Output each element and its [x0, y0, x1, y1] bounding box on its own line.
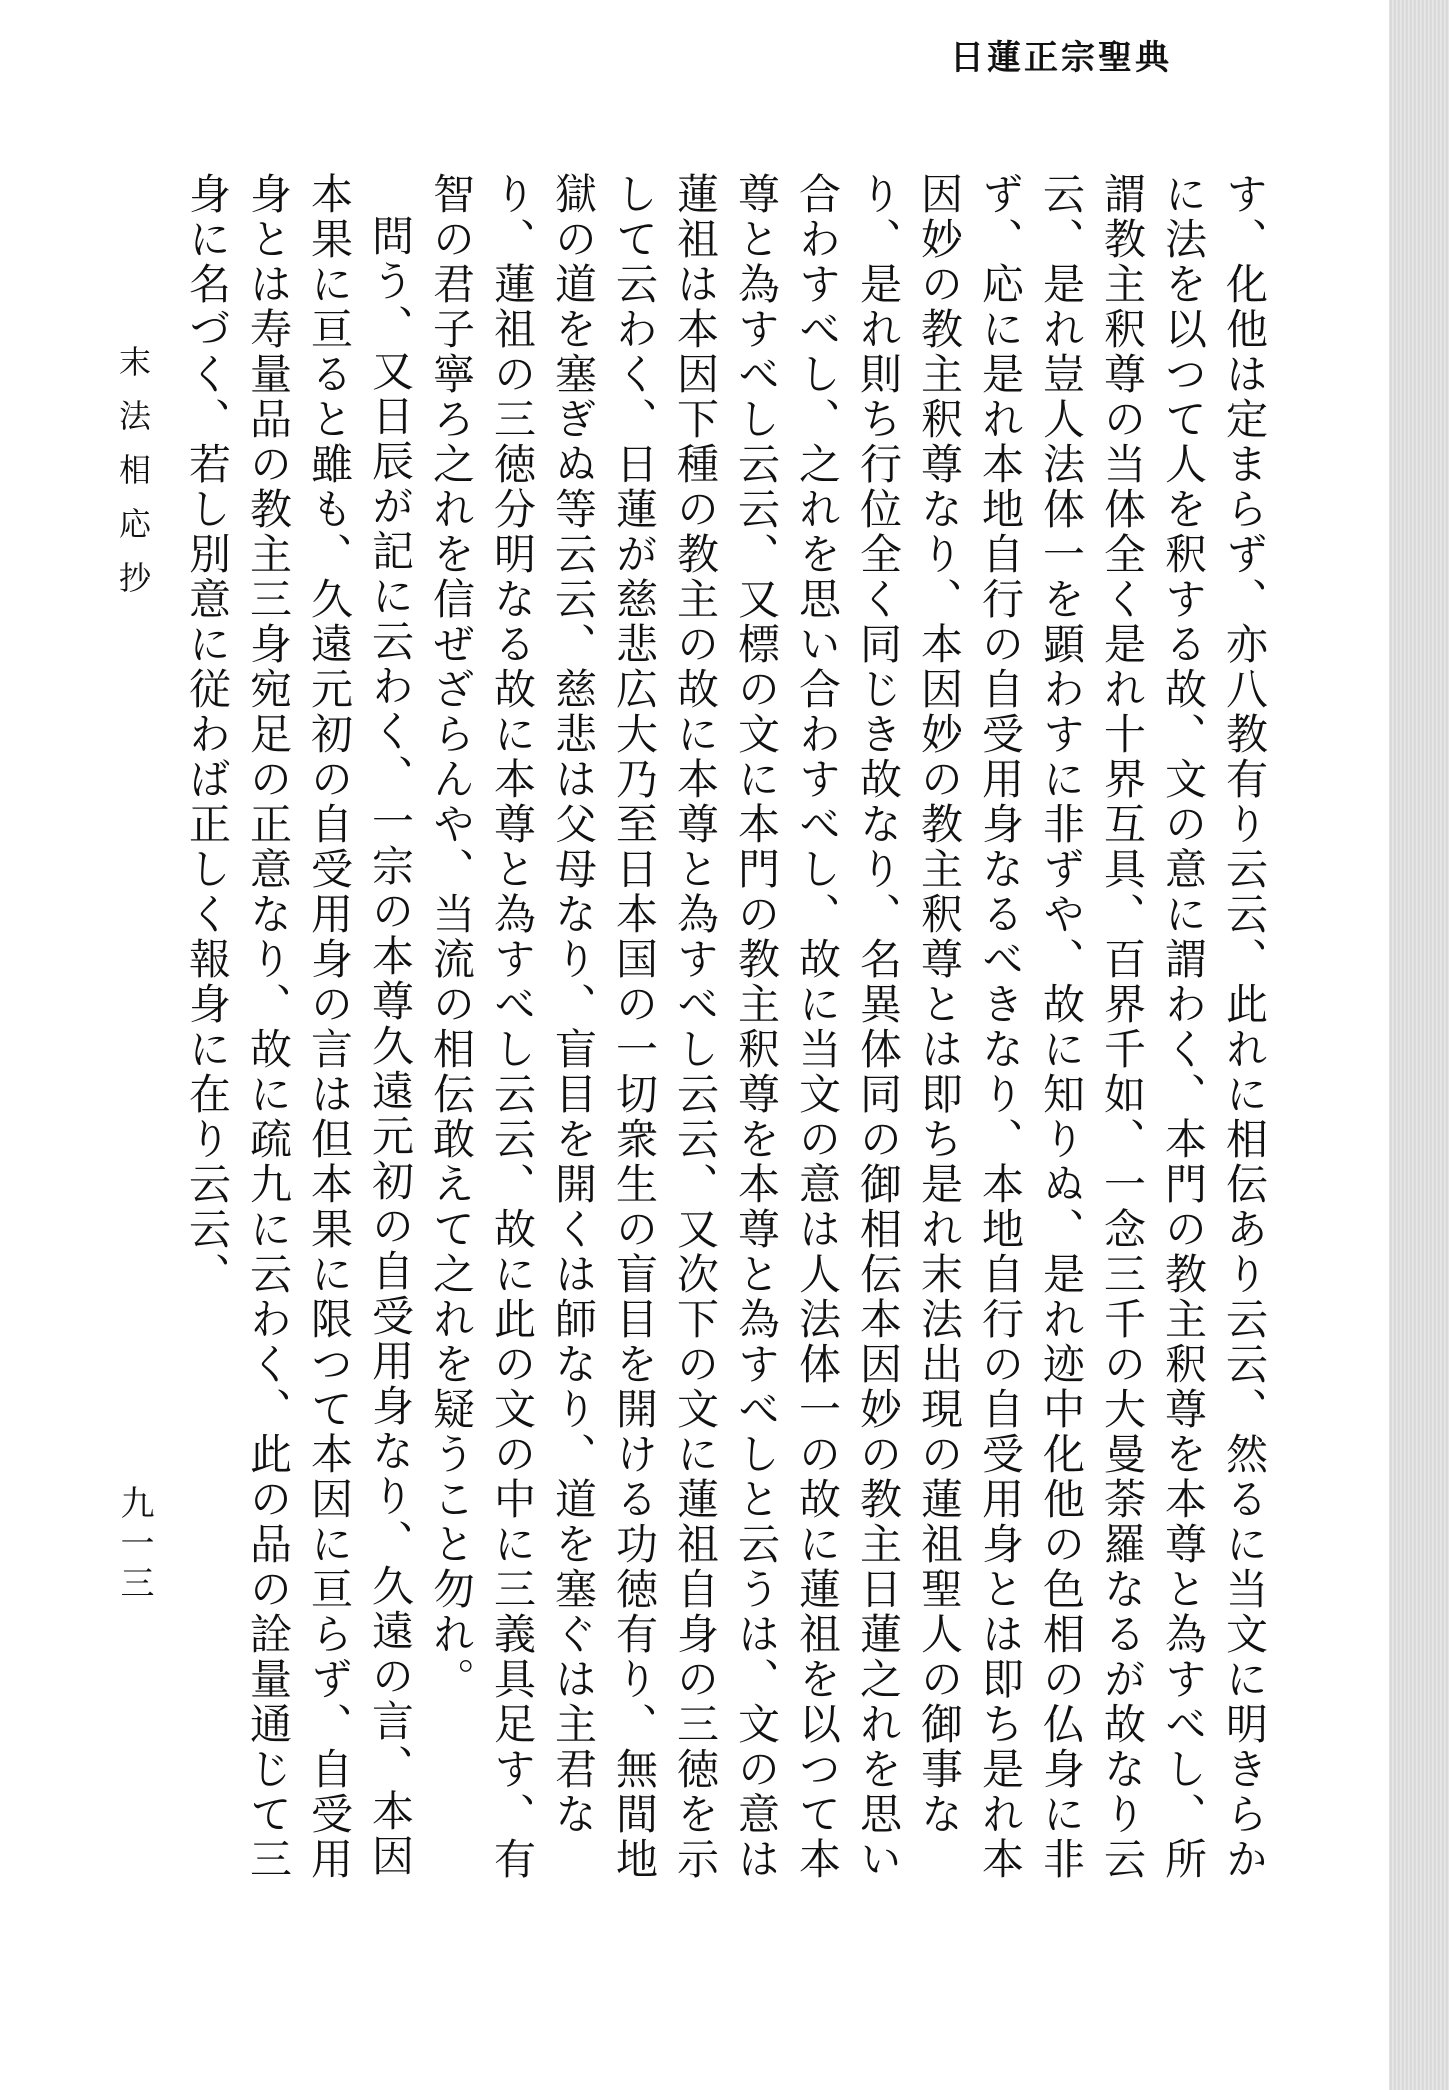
book-title: 日蓮正宗聖典: [950, 38, 1172, 78]
page-edge-shadow: [1389, 0, 1449, 2090]
section-title: 末法相応抄: [114, 345, 152, 615]
page-number: 九一三: [114, 1485, 154, 1605]
paragraph: 問う、又日辰が記に云わく、一宗の本尊久遠元初の自受用身なり、久遠の言、本因本果に亘ると雖も、久遠元初の自受用身の言は但本果に限つて本因に亘らず、自受用身とは寿量品の教主三身宛足の正意なり、故に疏九に云わく、此の品の詮量通じて三身に名づく、若し別意に従わば正しく報身に在り云云、: [183, 172, 415, 1882]
body-text: [183, 172, 1275, 1892]
paragraph: す、化他は定まらず、亦八教有り云云、此れに相伝あり云云、然るに当文に明きらかに法を以つて人を釈する故、文の意に謂わく、本門の教主釈尊を本尊と為すべし、所謂教主釈尊の当体全く是れ十界互具、百界千如、一念三千の大曼荼羅なるが故なり云云、是れ豈人法体一を顕わすに非ずや、故に知りぬ、是れ迹中化他の色相の仏身に非ず、応に是れ本地自行の自受用身なるべきなり、本地自行の自受用身とは即ち是れ本因妙の教主釈尊なり、本因妙の教主釈尊とは即ち是れ末法出現の蓮祖聖人の御事なり、是れ則ち行位全く同じき故なり、名異体同の御相伝本因妙の教主日蓮之れを思い合わすべし、之れを思い合わすべし、故に当文の意は人法体一の故に蓮祖を以つて本尊と為すべし云云、又標の文に本門の教主釈尊を本尊と為すべしと云うは、文の意は蓮祖は本因下種の教主の故に本尊と為すべし云云、又次下の文に蓮祖自身の三徳を示して云わく、日蓮が慈悲広大乃至日本国の一切衆生の盲目を開ける功徳有り、無間地獄の道を塞ぎぬ等云云、慈悲は父母なり、盲目を開くは師なり、道を塞ぐは主君なり、蓮祖の三徳分明なる故に本尊と為すべし云云、故に此の文の中に三義具足す、有智の君子寧ろ之れを信ぜざらんや、当流の相伝敢えて之れを疑うこと勿れ。: [427, 172, 1269, 1882]
